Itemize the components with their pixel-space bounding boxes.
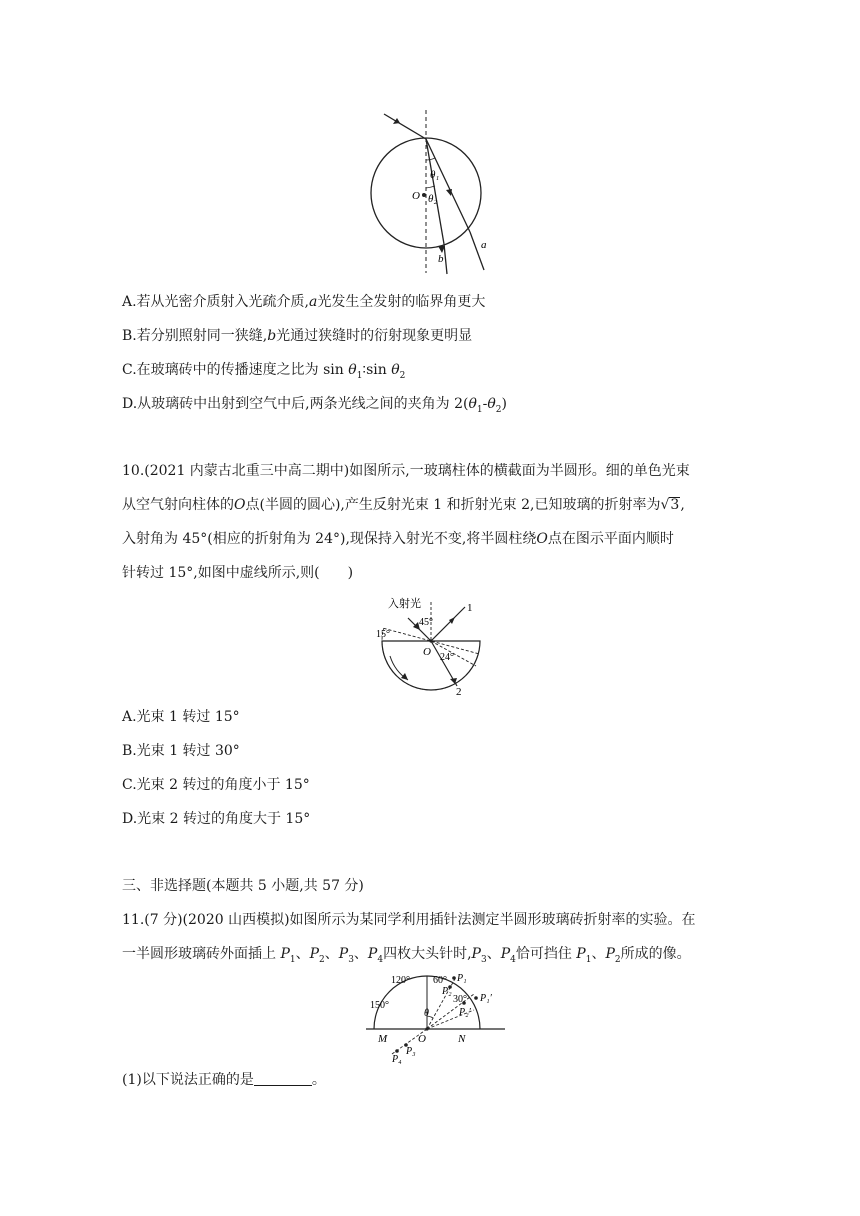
semicircle-solid	[382, 641, 480, 690]
angle15-label: 15°	[376, 629, 390, 640]
q10-stem-line1: 10.(2021 内蒙古北重三中高二期中)如图所示,一玻璃柱体的横截面为半圆形。细的单色光束	[122, 463, 690, 479]
q10-option-a: A.光束 1 转过 15°	[122, 709, 240, 725]
p1-label: P₁	[457, 973, 467, 984]
ray-a-outside	[470, 232, 484, 270]
theta2-label: θ₂	[428, 193, 438, 205]
angle150-label: 150°	[370, 1000, 389, 1011]
answer-blank[interactable]	[254, 1070, 312, 1086]
beam1-label: 1	[467, 602, 473, 614]
theta1-label: θ₁	[430, 169, 440, 181]
angle60-label: 60°	[433, 975, 447, 986]
q11-stem-line1: 11.(7 分)(2020 山西模拟)如图所示为某同学利用插针法测定半圆形玻璃砖折射率的实验。在	[122, 912, 696, 928]
m-label: M	[378, 1033, 388, 1045]
center-dot	[425, 1027, 428, 1030]
p2-label: P₂	[442, 986, 452, 997]
ray-a-arrow	[446, 189, 452, 196]
reflected-arrow	[449, 617, 455, 624]
q10-option-c: C.光束 2 转过的角度小于 15°	[122, 777, 310, 793]
ray-b-outside	[444, 244, 447, 274]
angle30-label: 30°	[453, 994, 467, 1005]
section3-heading: 三、非选择题(本题共 5 小题,共 57 分)	[122, 878, 364, 894]
q9-figure	[360, 108, 510, 278]
p4-label: P₄	[392, 1054, 402, 1064]
q10-stem-line3: 入射角为 45°(相应的折射角为 24°),现保持入射光不变,将半圆柱绕O点在图示平面内顺时	[122, 531, 674, 547]
reflected-ray-1	[431, 607, 465, 641]
q9-option-c: C.在玻璃砖中的传播速度之比为 $\sin \theta_1∶\sin$ $\theta_2$	[122, 362, 406, 381]
q9-option-d: D.从玻璃砖中出射到空气中后,两条光线之间的夹角为 $2(\theta_1-\theta_2)$	[122, 396, 507, 415]
q10-option-d: D.光束 2 转过的角度大于 15°	[122, 811, 311, 827]
beam2-label: 2	[456, 686, 462, 698]
p3-label: P₃	[406, 1046, 416, 1057]
pin-p1	[452, 976, 456, 980]
incident-arrow	[393, 118, 400, 124]
q9-option-b: B.若分别照射同一狭缝,b光通过狭缝时的衍射现象更明显	[122, 328, 473, 344]
q10-option-b: B.光束 1 转过 30°	[122, 743, 240, 759]
n-label: N	[458, 1033, 466, 1045]
angle120-label: 120°	[391, 975, 410, 986]
q11-figure	[362, 972, 512, 1064]
q10-stem-line2: 从空气射向柱体的O点(半圆的圆心),产生反射光束 1 和折射光束 2,已知玻璃的折射率为√3,	[122, 497, 685, 513]
ray-b-inside	[426, 139, 444, 244]
o-label: O	[412, 190, 420, 202]
q10-stem-line4: 针转过 15°,如图中虚线所示,则( )	[122, 565, 354, 581]
o-label: O	[423, 646, 431, 658]
pin-p4	[395, 1049, 399, 1053]
rotation-arrow-head	[401, 673, 408, 680]
b-label: b	[438, 253, 444, 265]
o-label: O	[418, 1033, 426, 1045]
center-dot	[429, 639, 432, 642]
incident-ray	[384, 114, 426, 139]
q10-figure	[368, 594, 492, 698]
p1-prime-label: P₁′	[480, 993, 492, 1004]
pin-p1-prime	[474, 996, 478, 1000]
angle45-label: 45°	[419, 617, 433, 628]
angle24-label: 24°	[440, 652, 454, 663]
center-dot	[422, 193, 426, 197]
q11-stem-line2: 一半圆形玻璃砖外面插上 $P_1$、$P_2$、$P_3$、$P_4$四枚大头针时$,P_3$、$P_4$恰可挡住 $P_1$、$P_2$所成的像。	[122, 946, 691, 965]
q9-option-a: A.若从光密介质射入光疏介质,a光发生全发射的临界角更大	[122, 294, 486, 310]
incident-label: 入射光	[388, 598, 421, 610]
theta-label: θ	[424, 1008, 429, 1019]
p2-prime-label: P₂′	[459, 1007, 471, 1018]
q11-sub1: (1)以下说法正确的是 。	[122, 1072, 326, 1088]
theta1-arc	[426, 158, 435, 160]
a-label: a	[481, 239, 487, 251]
